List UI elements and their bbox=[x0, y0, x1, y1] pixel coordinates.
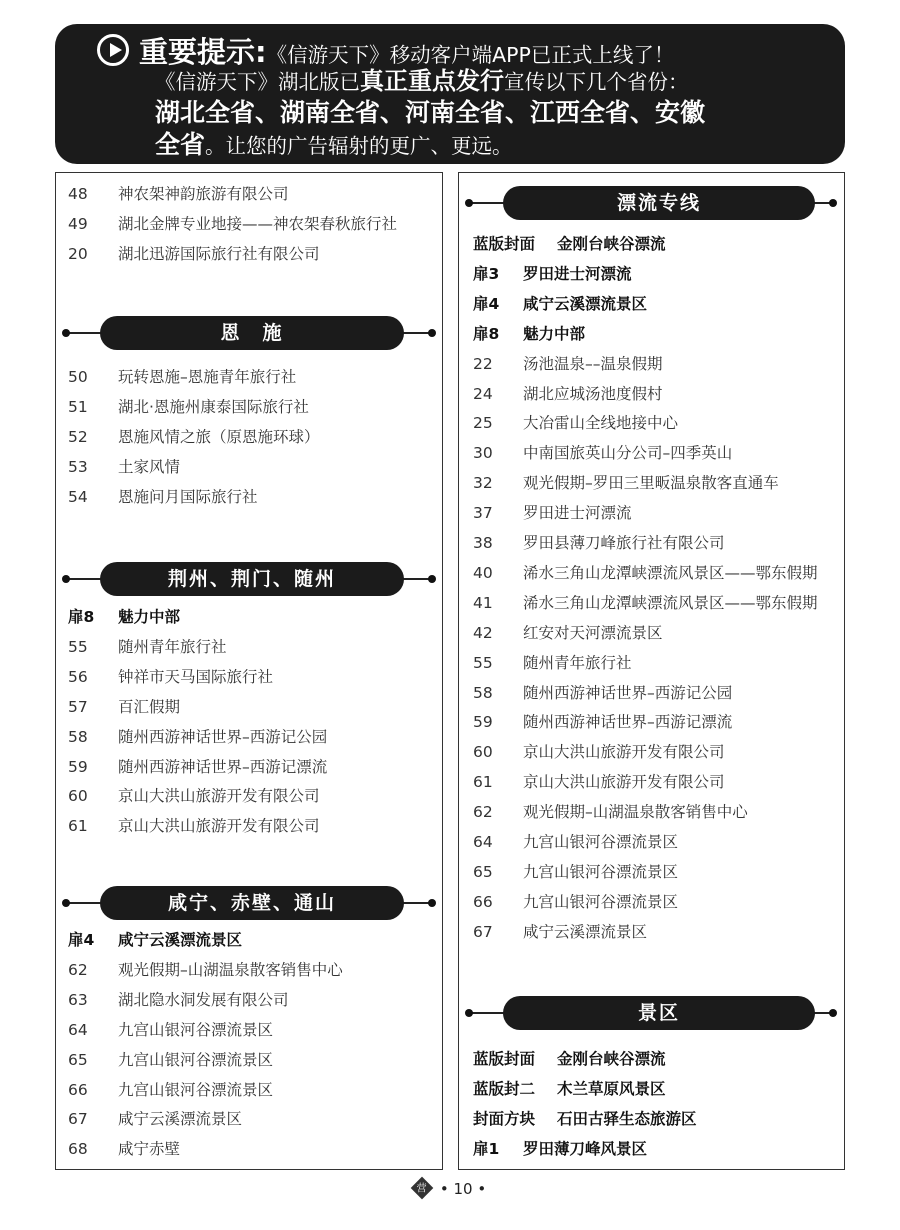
item-text: 咸宁云溪漂流景区 bbox=[118, 1110, 243, 1129]
page-footer bbox=[0, 1180, 900, 1198]
item-number: 55 bbox=[473, 653, 493, 672]
item-number: 42 bbox=[473, 623, 493, 642]
item-number: 37 bbox=[473, 504, 493, 523]
item-number: 51 bbox=[68, 397, 88, 416]
item-text: 湖北·恩施州康泰国际旅行社 bbox=[118, 397, 309, 416]
item-text: 大冶雷山全线地接中心 bbox=[523, 414, 679, 433]
item-text: 九宫山银河谷漂流景区 bbox=[523, 892, 679, 911]
item-text: 中南国旅英山分公司–四季英山 bbox=[523, 444, 733, 463]
section-header bbox=[465, 186, 837, 220]
item-text: 罗田薄刀峰风景区 bbox=[523, 1139, 648, 1158]
item-text: 魅力中部 bbox=[118, 608, 181, 626]
item-text: 九宫山银河谷漂流景区 bbox=[118, 1050, 274, 1069]
banner-line1-text: 《信游天下》移动客户端APP已正式上线了！ bbox=[266, 43, 675, 67]
item-number: 25 bbox=[473, 414, 493, 433]
item-text: 罗田进士河漂流 bbox=[523, 264, 632, 283]
item-text: 湖北隐水洞发展有限公司 bbox=[118, 990, 289, 1009]
page-number: 10 bbox=[453, 1180, 473, 1198]
rule-dot-icon bbox=[62, 899, 70, 907]
item-text: 罗田县薄刀峰旅行社有限公司 bbox=[523, 534, 725, 552]
banner-heading: 重要提示: bbox=[139, 35, 267, 69]
footer-dot-left: • bbox=[439, 1180, 449, 1198]
rule-dot-icon bbox=[465, 199, 473, 207]
section-header bbox=[62, 886, 436, 920]
item-number: 59 bbox=[68, 757, 88, 776]
item-number: 蓝版封面 bbox=[473, 1050, 536, 1068]
item-number: 49 bbox=[68, 214, 88, 233]
diamond-logo-icon bbox=[410, 1177, 433, 1200]
item-number: 57 bbox=[68, 697, 88, 716]
item-number: 66 bbox=[68, 1080, 88, 1099]
item-number: 24 bbox=[473, 384, 493, 403]
section-title: 咸宁、赤壁、通山 bbox=[100, 886, 404, 920]
item-number: 封面方块 bbox=[473, 1109, 536, 1128]
banner-line4-strong: 全省 bbox=[155, 130, 206, 159]
item-text: 土家风情 bbox=[118, 457, 181, 476]
item-number: 61 bbox=[473, 773, 493, 792]
item-text: 随州西游神话世界–西游记公园 bbox=[523, 683, 733, 702]
item-number: 38 bbox=[473, 534, 493, 552]
item-text: 百汇假期 bbox=[118, 697, 181, 716]
item-number: 40 bbox=[473, 563, 493, 582]
item-number: 41 bbox=[473, 593, 493, 612]
section-header bbox=[62, 562, 436, 596]
footer-dot-right: • bbox=[477, 1180, 487, 1198]
banner-line-4 bbox=[155, 130, 513, 161]
section-header bbox=[465, 996, 837, 1030]
item-number: 48 bbox=[68, 185, 88, 203]
banner-line4-rest: 。让您的广告辐射的更广、更远。 bbox=[205, 134, 513, 158]
item-text: 咸宁云溪漂流景区 bbox=[118, 931, 243, 949]
item-number: 62 bbox=[68, 960, 88, 979]
rule-dot-icon bbox=[428, 329, 436, 337]
item-text: 木兰草原风景区 bbox=[557, 1079, 666, 1098]
item-text: 湖北迅游国际旅行社有限公司 bbox=[118, 244, 320, 263]
item-text: 魅力中部 bbox=[523, 324, 586, 343]
item-number: 55 bbox=[68, 637, 88, 656]
item-number: 扉8 bbox=[473, 324, 500, 343]
item-number: 扉8 bbox=[68, 608, 95, 626]
item-text: 石田古驿生态旅游区 bbox=[557, 1109, 697, 1128]
rule-dot-icon bbox=[465, 1009, 473, 1017]
play-arrow-icon bbox=[97, 34, 129, 66]
item-number: 扉4 bbox=[68, 931, 95, 949]
item-text: 恩施问月国际旅行社 bbox=[118, 487, 258, 506]
item-number: 32 bbox=[473, 474, 493, 493]
item-text: 恩施风情之旅（原恩施环球） bbox=[118, 427, 320, 446]
item-number: 扉1 bbox=[473, 1139, 500, 1158]
notice-banner bbox=[55, 24, 845, 164]
section-title: 恩 施 bbox=[100, 316, 404, 350]
rule-dot-icon bbox=[428, 899, 436, 907]
item-text: 浠水三角山龙潭峡漂流风景区——鄂东假期 bbox=[523, 563, 818, 582]
banner-line-2 bbox=[155, 66, 689, 97]
item-number: 59 bbox=[473, 713, 493, 732]
item-text: 罗田进士河漂流 bbox=[523, 504, 632, 523]
item-text: 随州西游神话世界–西游记漂流 bbox=[118, 757, 328, 776]
item-text: 观光假期–山湖温泉散客销售中心 bbox=[118, 960, 343, 979]
banner-line-1 bbox=[97, 34, 674, 70]
item-text: 神农架神韵旅游有限公司 bbox=[118, 185, 289, 203]
item-number: 67 bbox=[68, 1110, 88, 1129]
item-number: 56 bbox=[68, 667, 88, 686]
item-text: 随州青年旅行社 bbox=[523, 653, 632, 672]
item-number: 67 bbox=[473, 922, 493, 941]
item-number: 61 bbox=[68, 817, 88, 836]
item-text: 京山大洪山旅游开发有限公司 bbox=[523, 773, 725, 792]
item-text: 咸宁云溪漂流景区 bbox=[523, 922, 648, 941]
item-number: 30 bbox=[473, 444, 493, 463]
item-number: 53 bbox=[68, 457, 88, 476]
item-text: 钟祥市天马国际旅行社 bbox=[118, 667, 274, 686]
item-text: 京山大洪山旅游开发有限公司 bbox=[118, 817, 320, 836]
item-number: 60 bbox=[68, 787, 88, 806]
rule-dot-icon bbox=[62, 575, 70, 583]
item-number: 蓝版封面 bbox=[473, 235, 536, 253]
right-column bbox=[458, 172, 845, 1170]
item-number: 60 bbox=[473, 743, 493, 762]
item-text: 湖北金牌专业地接——神农架春秋旅行社 bbox=[118, 214, 398, 233]
section-header bbox=[62, 316, 436, 350]
item-text: 九宫山银河谷漂流景区 bbox=[523, 862, 679, 881]
item-number: 65 bbox=[473, 862, 493, 881]
left-column bbox=[55, 172, 443, 1170]
item-number: 68 bbox=[68, 1140, 88, 1159]
item-number: 54 bbox=[68, 487, 88, 506]
banner-line2-b: 宣传以下几个省份： bbox=[504, 70, 689, 94]
item-number: 58 bbox=[68, 727, 88, 746]
item-text: 京山大洪山旅游开发有限公司 bbox=[523, 743, 725, 762]
section-title: 景区 bbox=[503, 996, 815, 1030]
item-text: 湖北应城汤池度假村 bbox=[523, 384, 663, 403]
rule-dot-icon bbox=[428, 575, 436, 583]
item-text: 红安对天河漂流景区 bbox=[523, 623, 663, 642]
item-number: 64 bbox=[68, 1020, 88, 1039]
item-text: 汤池温泉––温泉假期 bbox=[523, 354, 663, 373]
item-number: 62 bbox=[473, 803, 493, 822]
item-number: 64 bbox=[473, 833, 493, 851]
rule-dot-icon bbox=[62, 329, 70, 337]
item-number: 63 bbox=[68, 990, 88, 1009]
item-text: 随州青年旅行社 bbox=[118, 637, 227, 656]
item-text: 金刚台峡谷漂流 bbox=[557, 235, 666, 253]
item-text: 咸宁赤壁 bbox=[118, 1140, 181, 1159]
item-text: 京山大洪山旅游开发有限公司 bbox=[118, 787, 320, 806]
item-text: 咸宁云溪漂流景区 bbox=[523, 294, 648, 313]
item-text: 观光假期–罗田三里畈温泉散客直通车 bbox=[523, 474, 779, 493]
item-text: 金刚台峡谷漂流 bbox=[557, 1050, 666, 1068]
item-text: 玩转恩施–恩施青年旅行社 bbox=[118, 368, 297, 386]
banner-line2-strong: 真正重点发行 bbox=[360, 67, 504, 95]
item-number: 65 bbox=[68, 1050, 88, 1069]
item-text: 随州西游神话世界–西游记漂流 bbox=[523, 713, 733, 732]
item-number: 52 bbox=[68, 427, 88, 446]
item-number: 50 bbox=[68, 368, 88, 386]
section-title: 漂流专线 bbox=[503, 186, 815, 220]
item-text: 浠水三角山龙潭峡漂流风景区——鄂东假期 bbox=[523, 593, 818, 612]
rule-dot-icon bbox=[829, 1009, 837, 1017]
item-number: 蓝版封二 bbox=[473, 1079, 536, 1098]
section-title: 荆州、荆门、随州 bbox=[100, 562, 404, 596]
rule-dot-icon bbox=[829, 199, 837, 207]
item-number: 扉4 bbox=[473, 294, 500, 313]
banner-line2-a: 《信游天下》湖北版已 bbox=[155, 70, 360, 94]
item-number: 扉3 bbox=[473, 264, 500, 283]
item-number: 22 bbox=[473, 354, 493, 373]
item-number: 66 bbox=[473, 892, 493, 911]
item-text: 九宫山银河谷漂流景区 bbox=[118, 1020, 274, 1039]
item-number: 20 bbox=[68, 244, 88, 263]
item-number: 58 bbox=[473, 683, 493, 702]
item-text: 九宫山银河谷漂流景区 bbox=[523, 833, 679, 851]
item-text: 九宫山银河谷漂流景区 bbox=[118, 1080, 274, 1099]
banner-line-3: 湖北全省、湖南全省、河南全省、江西全省、安徽 bbox=[155, 98, 706, 127]
footer-icon-char: 营 bbox=[416, 1183, 427, 1195]
item-text: 随州西游神话世界–西游记公园 bbox=[118, 727, 328, 746]
item-text: 观光假期–山湖温泉散客销售中心 bbox=[523, 803, 748, 822]
